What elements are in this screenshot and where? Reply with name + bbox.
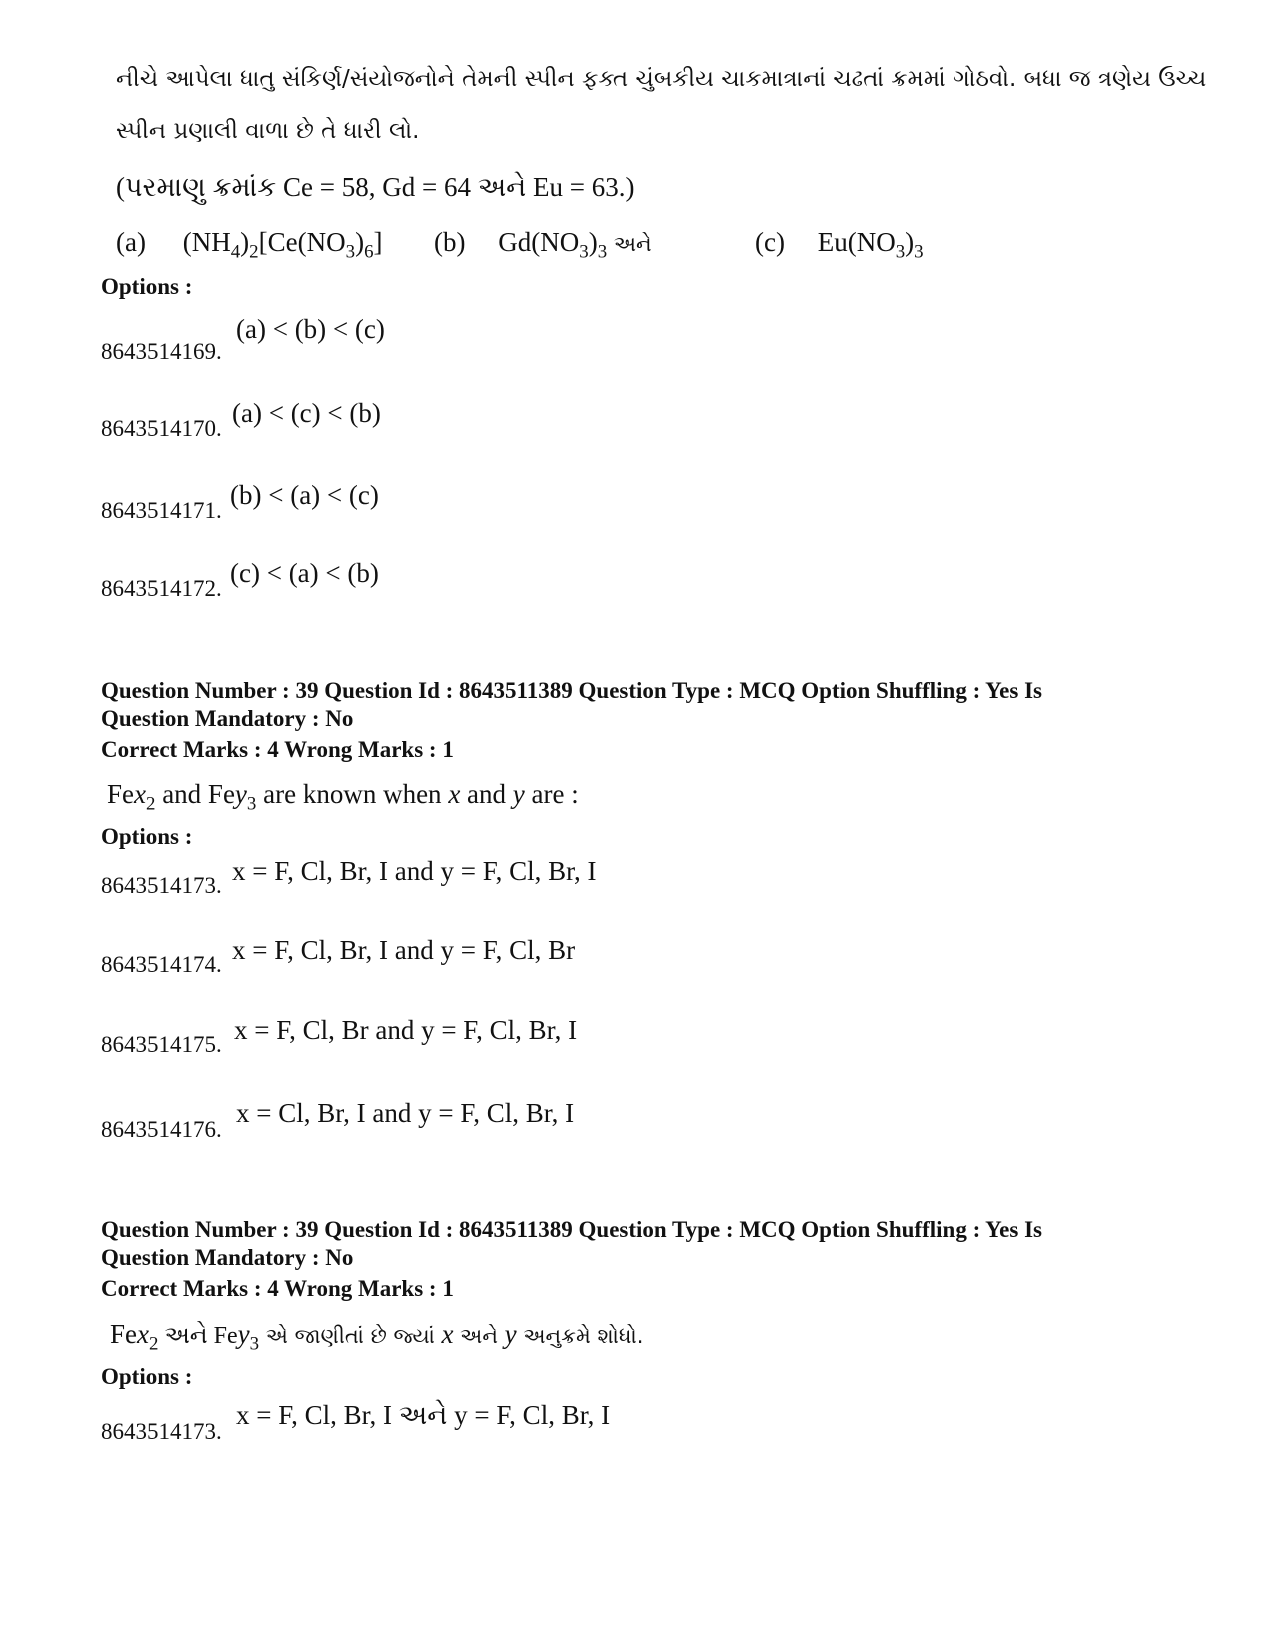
question-marks: Correct Marks : 4 Wrong Marks : 1 xyxy=(101,1276,454,1301)
stem-variable: x xyxy=(134,779,146,809)
formula-subscript: 2 xyxy=(249,241,259,263)
stem-variable: x xyxy=(448,779,461,809)
option-id: 8643514169. xyxy=(101,339,222,364)
formula-part: ] xyxy=(373,227,383,257)
stem-part: and Fe xyxy=(155,779,235,809)
formula-part: Gd(NO xyxy=(498,227,580,257)
stem-part: અનુક્રમે શોધો. xyxy=(516,1324,644,1348)
compound-c-label: (c) xyxy=(755,227,785,257)
option-text: (c) < (a) < (b) xyxy=(230,558,379,588)
stem-variable: y xyxy=(234,779,247,809)
option-text: x = F, Cl, Br and y = F, Cl, Br, I xyxy=(234,1015,578,1045)
option-id: 8643514176. xyxy=(101,1117,222,1142)
question-marks: Correct Marks : 4 Wrong Marks : 1 xyxy=(101,737,454,762)
option-text: x = Cl, Br, I and y = F, Cl, Br, I xyxy=(236,1098,575,1128)
atomic-numbers-note: (પરમાણુ ક્રમાંક Ce = 58, Gd = 64 અને Eu = 63.) xyxy=(116,172,635,202)
question-meta-line-2: Question Mandatory : No xyxy=(101,706,354,731)
stem-part: Fe xyxy=(107,779,134,809)
formula-part: અને xyxy=(607,232,652,256)
option-id: 8643514171. xyxy=(101,498,222,523)
formula-subscript: 3 xyxy=(579,241,589,263)
formula-subscript: 4 xyxy=(230,241,241,263)
compound-a-label: (a) xyxy=(116,227,146,257)
question-text-line-2: સ્પીન પ્રણાલી વાળા છે તે ધારી લો. xyxy=(116,118,420,144)
option-text: x = F, Cl, Br, I અને y = F, Cl, Br, I xyxy=(236,1400,611,1430)
stem-subscript: 3 xyxy=(246,793,257,815)
question-stem xyxy=(107,778,579,816)
formula-part: ) xyxy=(588,227,598,257)
formula-part: [Ce(NO xyxy=(258,227,346,257)
question-meta-line-2: Question Mandatory : No xyxy=(101,1245,354,1270)
formula-subscript: 3 xyxy=(345,241,356,263)
stem-variable: x xyxy=(137,1319,149,1349)
option-text: (b) < (a) < (c) xyxy=(230,480,379,510)
question-text-line-1: નીચે આપેલા ધાતુ સંકિર્ણ/સંયોજનોને તેમની સ્પીન ફક્ત ચુંબકીય ચાકમાત્રાનાં ચઢતાં ક્રમમાં ગોઠવો. બધા જ ત્રણેય ઉચ્ચ xyxy=(116,66,1207,92)
options-heading: Options : xyxy=(101,824,193,849)
stem-variable: y xyxy=(237,1319,250,1349)
options-heading: Options : xyxy=(101,1364,193,1389)
compound-b xyxy=(434,226,652,264)
option-id: 8643514173. xyxy=(101,873,222,898)
option-text: (a) < (c) < (b) xyxy=(232,398,381,428)
question-meta-line-1: Question Number : 39 Question Id : 8643511389 Question Type : MCQ Option Shuffling : Yes Is xyxy=(101,678,1042,703)
compound-a-formula xyxy=(182,227,383,263)
compound-b-formula xyxy=(498,227,652,263)
formula-subscript: 3 xyxy=(597,241,608,263)
question-stem xyxy=(110,1318,643,1356)
stem-variable: y xyxy=(504,1319,517,1349)
options-heading: Options : xyxy=(101,274,193,299)
option-text: x = F, Cl, Br, I and y = F, Cl, Br, I xyxy=(232,856,597,886)
question-meta xyxy=(101,677,1181,733)
question-meta-line-1: Question Number : 39 Question Id : 8643511389 Question Type : MCQ Option Shuffling : Yes Is xyxy=(101,1217,1042,1242)
stem-variable: y xyxy=(512,779,525,809)
formula-part: ) xyxy=(240,227,250,257)
stem-part: are known when xyxy=(256,779,449,809)
formula-subscript: 3 xyxy=(914,241,924,263)
formula-part: (NH xyxy=(182,227,231,257)
formula-part: ) xyxy=(355,227,365,257)
option-id: 8643514175. xyxy=(101,1032,222,1057)
formula-subscript: 6 xyxy=(364,241,374,263)
stem-part: are : xyxy=(524,779,579,809)
option-id: 8643514172. xyxy=(101,576,222,601)
stem-subscript: 2 xyxy=(148,1333,159,1355)
option-text: (a) < (b) < (c) xyxy=(236,314,385,344)
option-id: 8643514173. xyxy=(101,1419,222,1444)
stem-subscript: 3 xyxy=(249,1333,260,1355)
stem-part: Fe xyxy=(110,1319,137,1349)
compound-c xyxy=(755,226,924,264)
stem-part: and xyxy=(460,779,513,809)
stem-part: અને xyxy=(453,1324,505,1348)
stem-part: એ જાણીતાં છે જ્યાં xyxy=(259,1324,442,1348)
option-id: 8643514174. xyxy=(101,952,222,977)
stem-subscript: 2 xyxy=(145,793,156,815)
stem-part: અને Fe xyxy=(158,1323,238,1349)
compound-a xyxy=(116,226,383,264)
stem-variable: x xyxy=(441,1319,454,1349)
formula-part: Eu(NO xyxy=(817,227,896,257)
formula-part: ) xyxy=(905,227,915,257)
compound-c-formula xyxy=(817,227,924,263)
question-meta xyxy=(101,1216,1181,1272)
option-id: 8643514170. xyxy=(101,416,222,441)
option-text: x = F, Cl, Br, I and y = F, Cl, Br xyxy=(232,935,576,965)
formula-subscript: 3 xyxy=(895,241,906,263)
compound-b-label: (b) xyxy=(434,227,466,257)
